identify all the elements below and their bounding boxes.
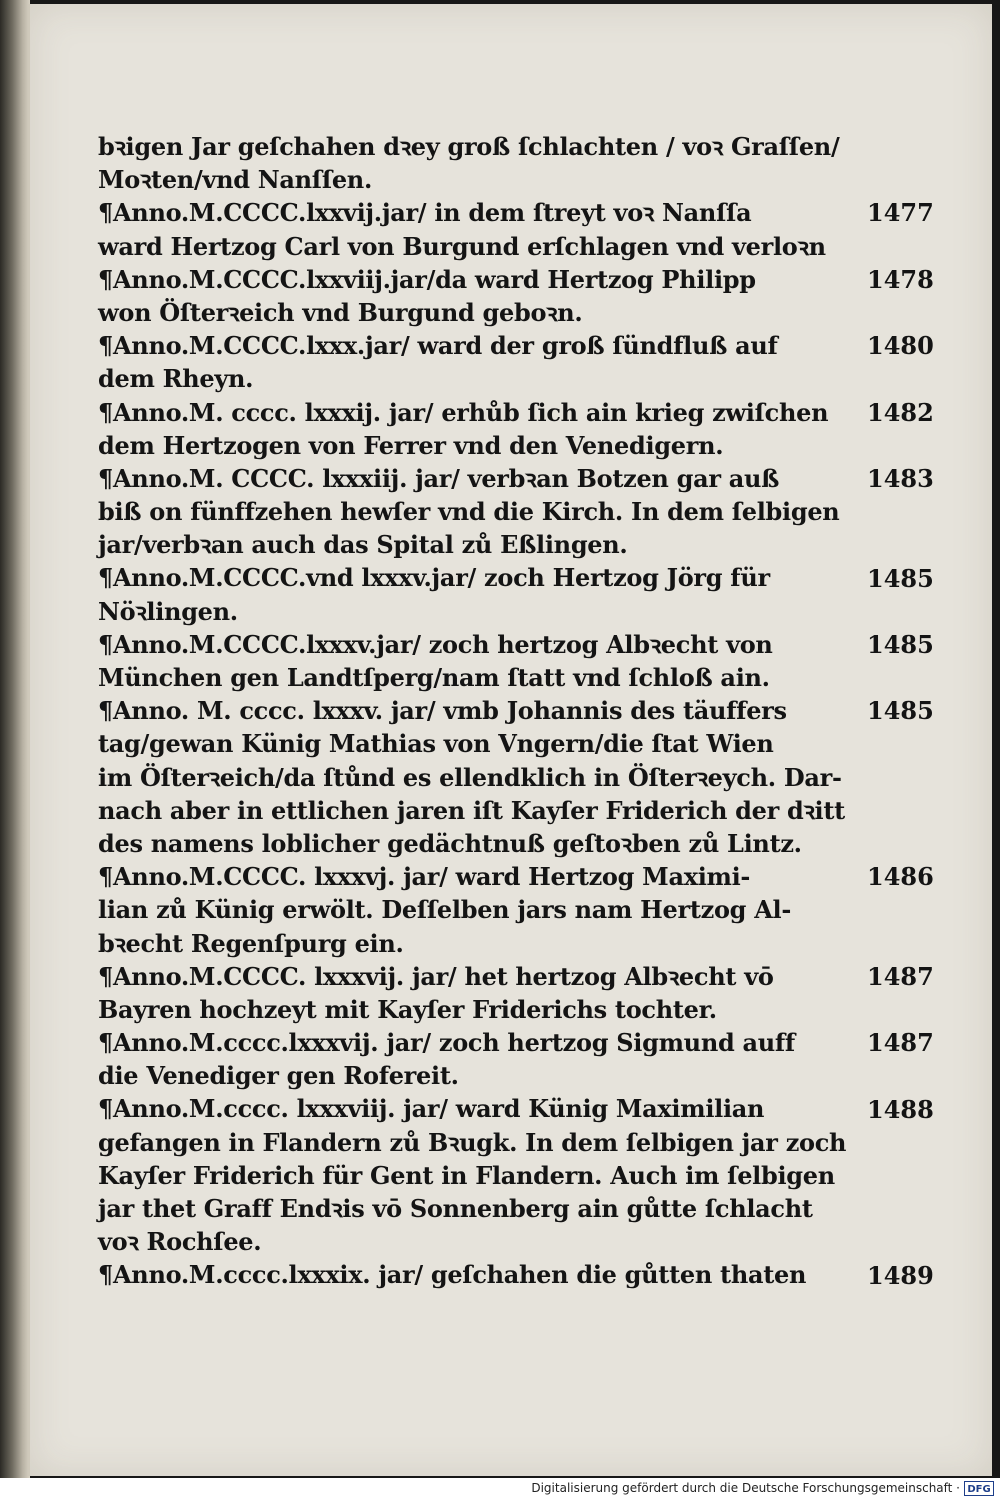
- text-line: ¶Anno.M. CCCC. lxxxiij. jar/ verbꝛan Botzen gar auß: [98, 463, 780, 493]
- text-line: Kayſer Friderich für Gent in Flandern. Auch im ſelbigen: [98, 1160, 835, 1190]
- text-line: jar/verbꝛan auch das Spital zů Eßlingen.: [98, 530, 628, 560]
- text-line: jar thet Graff Endꝛis vō Sonnenberg ain gůtte ſchlacht: [98, 1194, 813, 1223]
- text-line: dem Rheyn.: [98, 364, 254, 394]
- text-line: ¶Anno.M.CCCC.lxxxv.jar/ zoch hertzog Albꝛecht von: [98, 629, 773, 659]
- margin-year: 1480: [867, 331, 934, 361]
- text-line: ¶Anno.M.cccc.lxxxvij. jar/ zoch hertzog Sigmund auff: [98, 1028, 795, 1058]
- text-block: [98, 130, 858, 1292]
- text-line: voꝛ Rochſee.: [98, 1227, 262, 1257]
- book-page: [28, 4, 992, 1476]
- text-line: ¶Anno.M.cccc. lxxxviij. jar/ ward Künig Maximilian: [98, 1094, 765, 1124]
- text-line: gefangen in Flandern zů Bꝛugk. In dem ſelbigen jar zoch: [98, 1127, 847, 1157]
- text-line: Bayren hochzeyt mit Kayſer Friderichs tochter.: [98, 994, 717, 1024]
- text-line: won Öſterꝛeich vnd Burgund geboꝛn.: [98, 297, 583, 327]
- margin-year: 1485: [867, 563, 934, 593]
- page-edge: [0, 0, 30, 1478]
- text-line: nach aber in ettlichen jaren iſt Kayſer Friderich der dꝛitt: [98, 795, 845, 825]
- text-line: bꝛecht Regenſpurg ein.: [98, 928, 404, 958]
- text-line: tag/gewan Künig Mathias von Vngern/die ſtat Wien: [98, 729, 774, 759]
- dfg-logo: DFG: [964, 1481, 994, 1496]
- text-line: ¶Anno.M.CCCC. lxxxvij. jar/ het hertzog Albꝛecht vō: [98, 961, 774, 991]
- margin-year: 1483: [867, 464, 934, 493]
- text-line: ¶Anno.M.CCCC. lxxxvj. jar/ ward Hertzog Maximi-: [98, 862, 751, 892]
- text-line: des namens loblicher gedächtnuß geſtoꝛben zů Lintz.: [98, 828, 802, 858]
- footer-bar: [0, 1478, 1000, 1500]
- text-line: biß on fünffzehen hewſer vnd die Kirch. In dem ſelbigen: [98, 497, 840, 527]
- margin-year: 1487: [867, 1028, 934, 1058]
- text-line: dem Hertzogen von Ferrer vnd den Venedigern.: [98, 430, 724, 460]
- text-line: ¶Anno.M. cccc. lxxxij. jar/ erhůb ſich ain krieg zwiſchen: [98, 397, 829, 427]
- text-line: Nöꝛlingen.: [98, 596, 238, 626]
- text-line: ¶Anno.M.CCCC.lxxvij.jar/ in dem ſtreyt voꝛ Nanſſa: [98, 198, 752, 228]
- margin-year: 1488: [867, 1094, 934, 1124]
- text-line: ward Hertzog Carl von Burgund erſchlagen vnd verloꝛn: [98, 231, 826, 261]
- text-line: ¶Anno. M. cccc. lxxxv. jar/ vmb Johannis des täuffers: [98, 696, 787, 726]
- footer-credit: Digitalisierung gefördert durch die Deutsche Forschungsgemeinschaft ·: [531, 1481, 960, 1495]
- text-line: Moꝛten/vnd Nanſſen.: [98, 165, 373, 195]
- text-line: ¶Anno.M.cccc.lxxxix. jar/ geſchahen die gůtten thaten: [98, 1260, 807, 1290]
- margin-year: 1486: [867, 862, 934, 892]
- text-line: ¶Anno.M.CCCC.lxxx.jar/ ward der groß ſündfluß auf: [98, 331, 778, 361]
- margin-year: 1485: [867, 696, 934, 726]
- text-line: bꝛigen Jar geſchahen dꝛey groß ſchlachten / voꝛ Graſſen/: [98, 132, 840, 161]
- text-line: im Öſterꝛeich/da ſtůnd es ellendklich in Öſterꝛeych. Dar-: [98, 762, 842, 792]
- margin-year: 1489: [867, 1260, 934, 1290]
- margin-year: 1482: [867, 397, 934, 427]
- text-line: ¶Anno.M.CCCC.vnd lxxxv.jar/ zoch Hertzog Jörg für: [98, 563, 770, 593]
- margin-year: 1478: [867, 264, 934, 294]
- text-line: ¶Anno.M.CCCC.lxxviij.jar/da ward Hertzog Philipp: [98, 264, 756, 294]
- margin-year: 1485: [867, 630, 934, 659]
- text-line: München gen Landtſperg/nam ſtatt vnd ſchloß ain.: [98, 663, 770, 692]
- text-line: lian zů Künig erwölt. Deſſelben jars nam Hertzog Al-: [98, 895, 792, 925]
- margin-year: 1477: [867, 198, 934, 228]
- text-line: die Venediger gen Rofereit.: [98, 1061, 459, 1091]
- margin-year: 1487: [867, 962, 934, 991]
